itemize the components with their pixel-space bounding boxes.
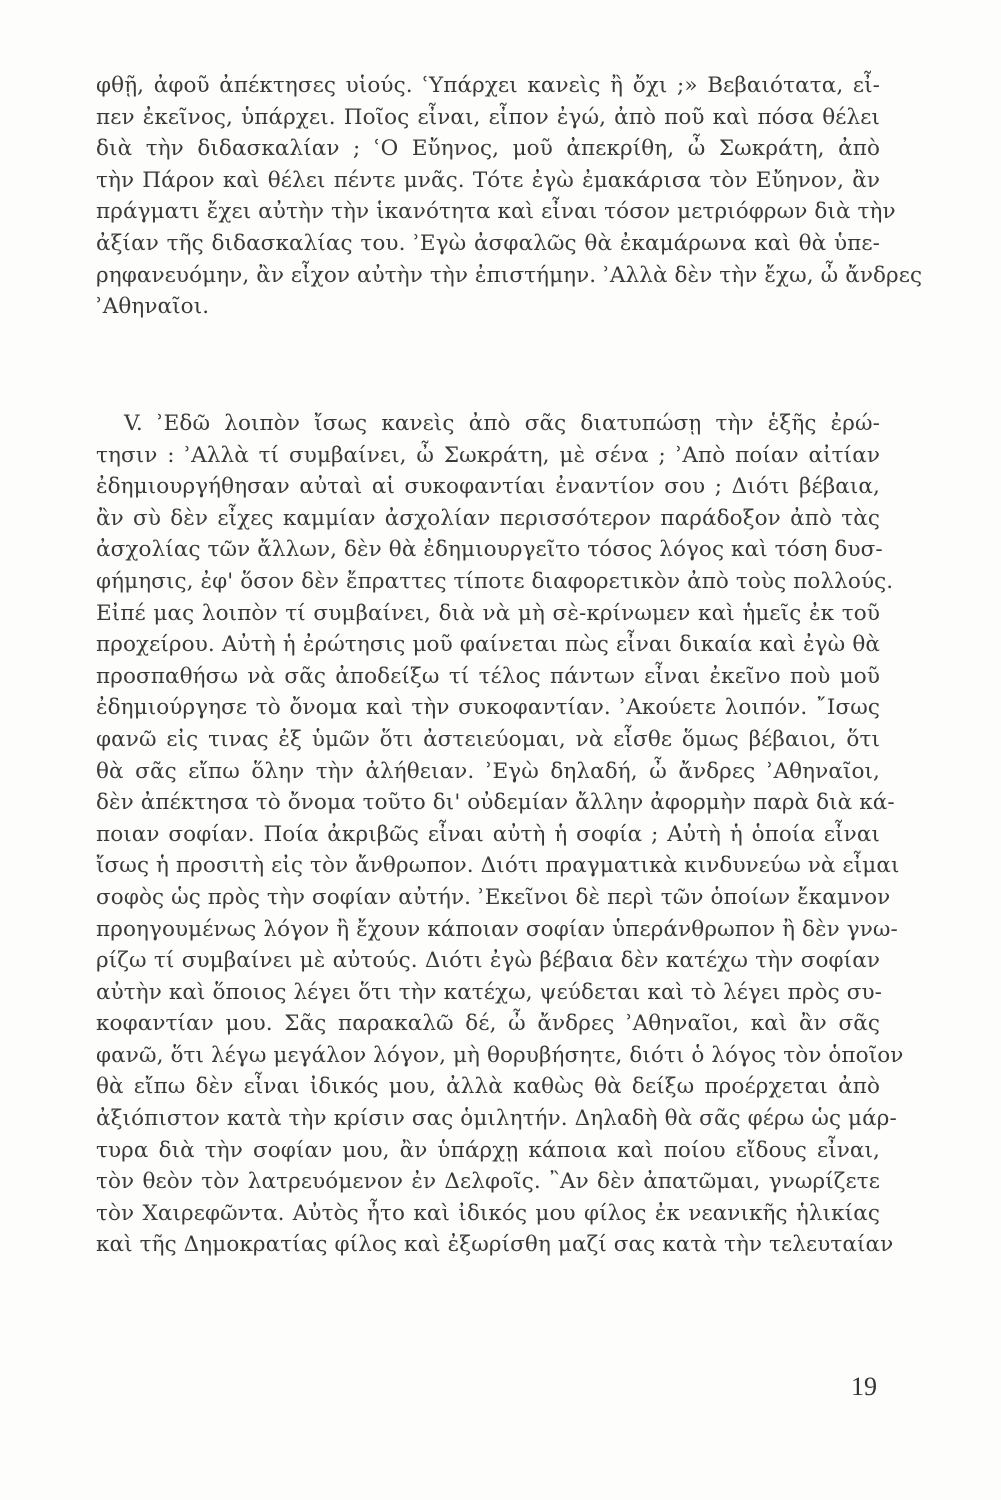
text-line: ἐδημιουργήθησαν αὐταὶ αἱ συκοφαντίαι ἐναντίον σου ; Διότι βέβαια, <box>96 474 880 500</box>
paragraph-continuation <box>96 70 923 323</box>
text-line: πράγματι ἔχει αὐτὴν τὴν ἱκανότητα καὶ εἶναι τόσον μετριόφρων διὰ τὴν <box>96 199 896 225</box>
page-number: 19 <box>851 1372 877 1401</box>
text-line: διὰ τὴν διδασκαλίαν ; ʿΟ Εὔηνος, μοῦ ἀπεκρίθη, ὦ Σωκράτη, ἀπὸ <box>96 136 880 162</box>
text-line: ρίζω τί συμβαίνει μὲ αὐτούς. Διότι ἐγὼ βέβαια δὲν κατέχω τὴν σοφίαν <box>96 948 880 974</box>
paragraph-section-v <box>96 408 904 1261</box>
text-line: V. ʾΕδῶ λοιπὸν ἴσως κανεὶς ἀπὸ σᾶς διατυπώσῃ τὴν ἑξῆς ἐρώ- <box>124 411 880 436</box>
text-line: προηγουμένως λόγον ἢ ἔχουν κάποιαν σοφίαν ὑπεράνθρωπον ἢ δὲν γνω- <box>96 916 898 942</box>
text-line: προσπαθήσω νὰ σᾶς ἀποδείξω τί τέλος πάντων εἶναι ἐκεῖνο ποὺ μοῦ <box>96 663 880 689</box>
text-line: τὸν θεὸν τὸν λατρευόμενον ἐν Δελφοῖς. ῍Αν δὲν ἀπατῶμαι, γνωρίζετε <box>96 1169 880 1195</box>
text-line: φανῶ εἰς τινας ἐξ ὑμῶν ὅτι ἀστειεύομαι, νὰ εἶσθε ὅμως βέβαιοι, ὅτι <box>96 726 880 752</box>
text-line: ἀσχολίας τῶν ἄλλων, δὲν θὰ ἐδημιουργεῖτο τόσος λόγος καὶ τόση δυσ- <box>96 537 883 563</box>
text-line: θὰ σᾶς εἴπω ὅλην τὴν ἀλήθειαν. ʾΕγὼ δηλαδή, ὦ ἄνδρες ʾΑθηναῖοι, <box>96 758 880 784</box>
text-line: καὶ τῆς Δημοκρατίας φίλος καὶ ἐξωρίσθη μαζί σας κατὰ τὴν τελευταίαν <box>96 1232 894 1258</box>
text-line: τὴν Πάρον καὶ θέλει πέντε μνᾶς. Τότε ἐγὼ ἐμακάρισα τὸν Εὔηνον, ἂν <box>96 167 880 193</box>
text-line: προχείρου. Αὐτὴ ἡ ἐρώτησις μοῦ φαίνεται πὼς εἶναι δικαία καὶ ἐγὼ θὰ <box>96 632 880 658</box>
text-line: ἴσως ἡ προσιτὴ εἰς τὸν ἄνθρωπον. Διότι πραγματικὰ κινδυνεύω νὰ εἶμαι <box>96 853 900 879</box>
text-line: φήμησις, ἐφ' ὅσον δὲν ἔπραττες τίποτε διαφορετικὸν ἀπὸ τοὺς πολλούς. <box>96 568 894 594</box>
text-line: ποιαν σοφίαν. Ποία ἀκριβῶς εἶναι αὐτὴ ἡ σοφία ; Αὐτὴ ἡ ὁποία εἶναι <box>96 821 880 847</box>
text-line: κοφαντίαν μου. Σᾶς παρακαλῶ δέ, ὦ ἄνδρες ʾΑθηναῖοι, καὶ ἂν σᾶς <box>96 1011 880 1037</box>
text-line: ἐδημιούργησε τὸ ὄνομα καὶ τὴν συκοφαντίαν. ʾΑκούετε λοιπόν. ῎Ισως <box>96 695 880 721</box>
text-line: τυρα διὰ τὴν σοφίαν μου, ἂν ὑπάρχῃ κάποια καὶ ποίου εἴδους εἶναι, <box>96 1137 880 1163</box>
text-line: θὰ εἴπω δὲν εἶναι ἰδικός μου, ἀλλὰ καθὼς θὰ δείξω προέρχεται ἀπὸ <box>96 1074 880 1100</box>
text-line: ἂν σὺ δὲν εἶχες καμμίαν ἀσχολίαν περισσότερον παράδοξον ἀπὸ τὰς <box>96 505 880 531</box>
text-line: πεν ἐκεῖνος, ὑπάρχει. Ποῖος εἶναι, εἶπον ἐγώ, ἀπὸ ποῦ καὶ πόσα θέλει <box>96 104 880 130</box>
text-line: Εἰπέ μας λοιπὸν τί συμβαίνει, διὰ νὰ μὴ σὲ-κρίνωμεν καὶ ἡμεῖς ἐκ τοῦ <box>96 600 880 626</box>
text-line: αὐτὴν καὶ ὅποιος λέγει ὅτι τὴν κατέχω, ψεύδεται καὶ τὸ λέγει πρὸς συ- <box>96 979 883 1005</box>
text-line: ἀξιόπιστον κατὰ τὴν κρίσιν σας ὁμιλητήν. Δηλαδὴ θὰ σᾶς φέρω ὡς μάρ- <box>96 1106 897 1132</box>
text-line: δὲν ἀπέκτησα τὸ ὄνομα τοῦτο δι' οὐδεμίαν ἄλλην ἀφορμὴν παρὰ διὰ κά- <box>96 790 895 816</box>
text-line: τὸν Χαιρεφῶντα. Αὐτὸς ἦτο καὶ ἰδικός μου φίλος ἐκ νεανικῆς ἡλικίας <box>96 1200 880 1226</box>
text-line: ʾΑθηναῖοι. <box>96 294 210 320</box>
text-line: σοφὸς ὡς πρὸς τὴν σοφίαν αὐτήν. ʾΕκεῖνοι δὲ περὶ τῶν ὁποίων ἔκαμνον <box>96 884 891 910</box>
text-line: ρηφανευόμην, ἂν εἶχον αὐτὴν τὴν ἐπιστήμην. ʾΑλλὰ δὲν τὴν ἔχω, ὦ ἄνδρες <box>96 262 923 288</box>
text-line: φανῶ, ὅτι λέγω μεγάλον λόγον, μὴ θορυβήσητε, διότι ὁ λόγος τὸν ὁποῖον <box>96 1042 904 1068</box>
text-line: τησιν : ʾΑλλὰ τί συμβαίνει, ὦ Σωκράτη, μὲ σένα ; ʾΑπὸ ποίαν αἰτίαν <box>96 442 880 468</box>
text-line: ἀξίαν τῆς διδασκαλίας του. ʾΕγὼ ἀσφαλῶς θὰ ἐκαμάρωνα καὶ θὰ ὑπε- <box>96 230 880 256</box>
text-line: φθῇ, ἀφοῦ ἀπέκτησες υἱούς. ʿΥπάρχει κανεὶς ἢ ὄχι ;» Βεβαιότατα, εἶ- <box>96 73 880 98</box>
